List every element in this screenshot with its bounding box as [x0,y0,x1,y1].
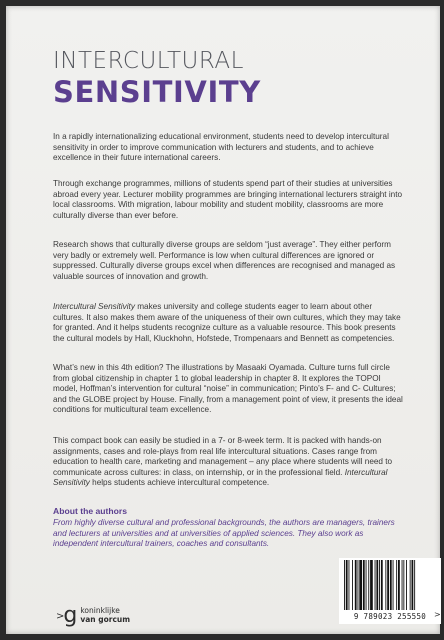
blurb-paragraph-5: What’s new in this 4th edition? The illustrations by Masaaki Oyamada. Culture turns full circle from global citizenship in chapter 1 to global leadership in chapter 8. It explores the TOPOI model, Hoffman’s intervention for cultural “noise” in communication; Pinto’s F- and C- Cultures; and the GLOBE project by House. Finally, from a management point of view, it presents the ideal conditions for multicultural team excellence. [53,363,403,415]
barcode-bars [342,560,438,612]
barcode-bar [344,560,345,610]
barcode-bar [406,560,407,610]
about-authors-text: From highly diverse cultural and professional backgrounds, the authors are managers, trainers and lecturers at universities and at universities of applied sciences. They also work as independent intercultural trainers, coaches and consultants. [53,518,395,549]
publisher-name-line-1: koninklijke [80,606,120,616]
barcode-bar [363,560,365,610]
barcode-bar [368,560,369,610]
blurb-paragraph-6 [53,436,405,489]
barcode-bar [381,560,383,610]
barcode-bar [414,560,415,610]
publisher-g-letter: g [63,603,78,628]
blurb-paragraph-4 [53,302,405,344]
blurb-paragraph-3: Research shows that culturally diverse groups are seldom “just average”. They either perform very badly or extremely well. Performance is low when cultural differences are ignored or suppressed. Culturally diverse groups excel when differences are recognised and managed as valuable sources of innovation and growth. [53,240,396,281]
barcode-bar [393,560,394,610]
barcode-bar [387,560,389,610]
barcode-bar [379,560,380,610]
barcode-bar [403,560,404,610]
barcode-bar [410,560,411,610]
barcode-bar [398,560,400,610]
about-authors-heading: About the authors [53,506,127,516]
title-line-2: SENSITIVITY [53,75,261,109]
barcode-bar [346,560,348,610]
isbn-barcode [339,558,441,624]
barcode-bar [396,560,397,610]
publisher-logo [56,604,130,628]
publisher-name [80,607,130,624]
publisher-arrow: > [56,610,65,622]
barcode-bar [385,560,386,610]
book-title-mention: Intercultural Sensitivity [53,302,135,311]
blurb-paragraph-1: In a rapidly internationalizing educational environment, students need to develop intercultural sensitivity in order to improve communication with lecturers and students, and to achieve excellence in their future international careers. [53,132,389,163]
barcode-bar [370,560,373,610]
book-title-mention: Intercultural Sensitivity [53,467,388,488]
barcode-bar [349,560,350,610]
barcode-bar [352,560,353,610]
blurb-paragraph-6-text: This compact book can easily be studied in a 7- or 8-week term. It is packed with hands-on assignments, cases and role-plays from real life intercultural situations. Cases range from education to health care, marketing and management – any place where students will need to communicate across cultures: in class, on internship, or in the professional field. [53,436,393,477]
barcode-arrow: > [434,610,441,619]
blurb-paragraph-4-text: makes university and college students eager to learn about other cultures. It also makes them aware of the uniqueness of their own cultures, which they may take for granted. And it helps students recognize culture as a valuable resource. This book presents the cultural models by Hall, Kluckhohn, Hofstede, Trompenaars and Bennett as competencies. [53,302,401,343]
isbn-number: 9 789023 255550 [353,612,427,621]
barcode-bar [355,560,357,610]
back-cover [6,6,440,634]
barcode-bar [359,560,362,610]
barcode-bar [366,560,367,610]
barcode-bar [412,560,414,610]
blurb-paragraph-2: Through exchange programmes, millions of students spend part of their studies at universities abroad every year. Lecturer mobility programmes are bringing international lecturers straight into local classrooms. With migration, labour mobility and student mobility, classrooms are more culturally diverse than ever before. [53,179,403,220]
barcode-bar [375,560,376,610]
barcode-bar [358,560,359,610]
blurb-paragraph-6-end: helps students achieve intercultural competence. [89,478,270,488]
barcode-bar [390,560,392,610]
publisher-name-line-2: van gorcum [80,615,131,624]
barcode-bar [402,560,403,610]
publisher-mark-icon [56,603,78,628]
title-line-1: INTERCULTURAL [53,48,244,74]
barcode-bar [376,560,378,610]
